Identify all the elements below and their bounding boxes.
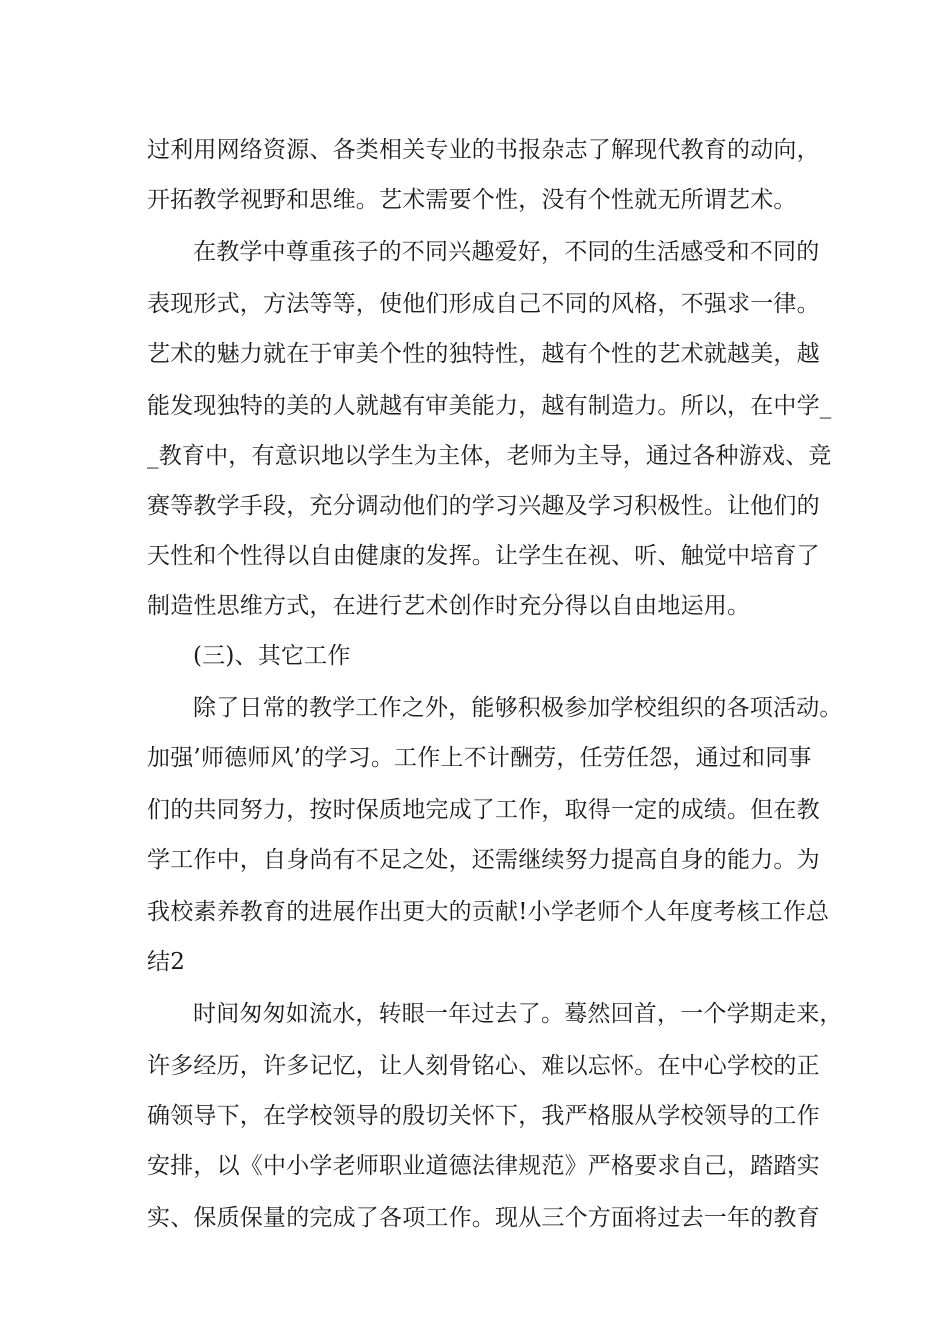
text-line: 艺术的魅力就在于审美个性的独特性，越有个性的艺术就越美，越 [147, 341, 820, 367]
text-line: 过利用网络资源、各类相关专业的书报杂志了解现代教育的动向， [147, 137, 820, 163]
section-heading: (三)、其它工作 [193, 643, 351, 669]
paragraph-first-line: 除了日常的教学工作之外，能够积极参加学校组织的各项活动。 [193, 695, 843, 721]
text-line: 结2 [147, 949, 186, 975]
text-line: 赛等教学手段，充分调动他们的学习兴趣及学习积极性。让他们的 [147, 493, 820, 519]
text-line: 学工作中，自身尚有不足之处，还需继续努力提高自身的能力。为 [147, 847, 820, 873]
text-line: 开拓教学视野和思维。艺术需要个性，没有个性就无所谓艺术。 [147, 187, 797, 213]
text-line: 能发现独特的美的人就越有审美能力，越有制造力。所以，在中学_ [147, 393, 832, 419]
text-line: 表现形式，方法等等，使他们形成自己不同的风格，不强求一律。 [147, 291, 820, 317]
text-line: 实、保质保量的完成了各项工作。现从三个方面将过去一年的教育 [147, 1205, 820, 1231]
paragraph-first-line: 在教学中尊重孩子的不同兴趣爱好，不同的生活感受和不同的 [193, 239, 820, 265]
paragraph-first-line: 时间匆匆如流水，转眼一年过去了。蓦然回首，一个学期走来， [193, 1001, 843, 1027]
text-line: 天性和个性得以自由健康的发挥。让学生在视、听、触觉中培育了 [147, 543, 820, 569]
text-line: 安排，以《中小学老师职业道德法律规范》严格要求自己，踏踏实 [147, 1153, 820, 1179]
text-line: 们的共同努力，按时保质地完成了工作，取得一定的成绩。但在教 [147, 797, 820, 823]
text-line: _教育中，有意识地以学生为主体，老师为主导，通过各种游戏、竞 [147, 443, 832, 469]
text-line: 我校素养教育的进展作出更大的贡献!小学老师个人年度考核工作总 [147, 899, 830, 925]
text-line: 确领导下，在学校领导的殷切关怀下，我严格服从学校领导的工作 [147, 1103, 820, 1129]
text-line: 许多经历，许多记忆，让人刻骨铭心、难以忘怀。在中心学校的正 [147, 1053, 820, 1079]
text-line: 制造性思维方式，在进行艺术创作时充分得以自由地运用。 [147, 593, 751, 619]
text-line: 加强’师德师风’的学习。工作上不计酬劳，任劳任怨，通过和同事 [147, 745, 812, 771]
